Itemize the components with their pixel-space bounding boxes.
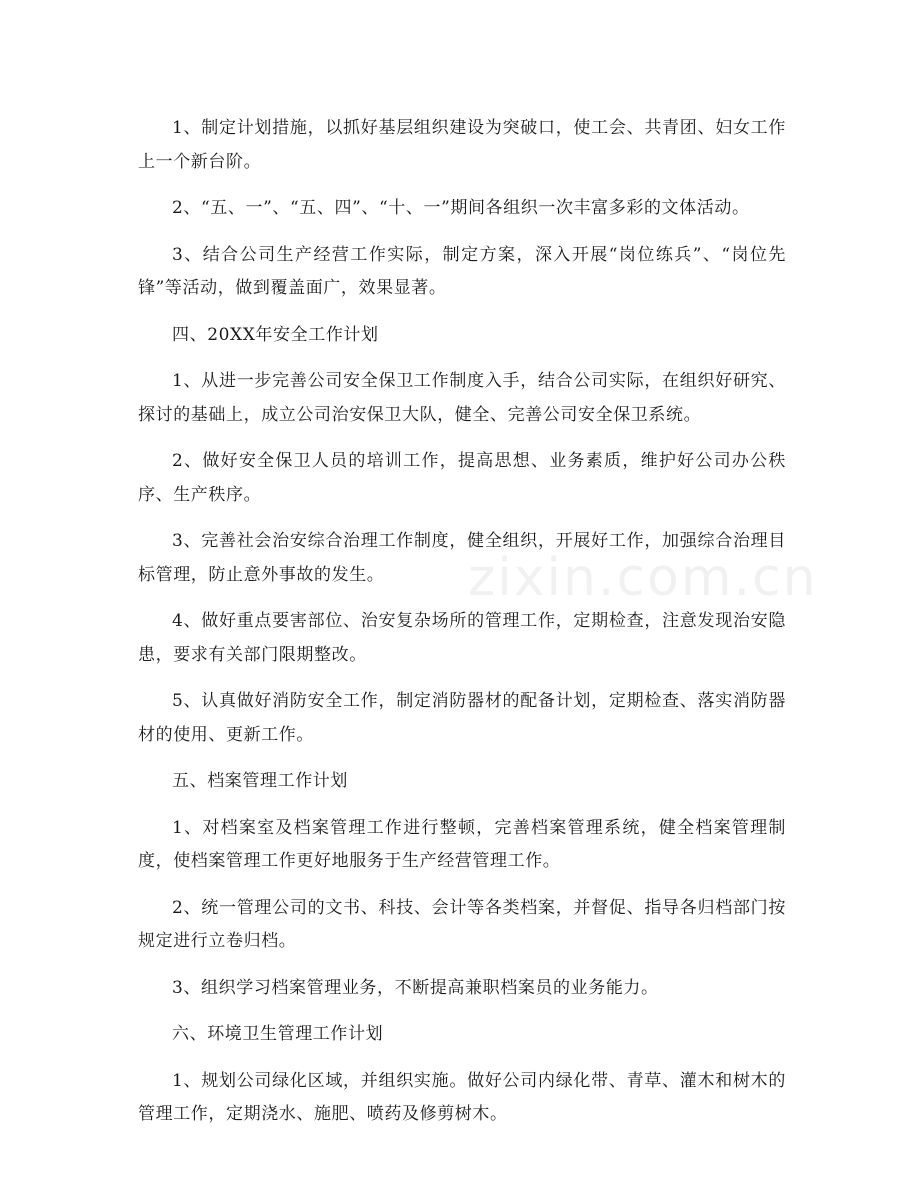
section-heading-archives: 五、档案管理工作计划 bbox=[172, 771, 348, 791]
paragraph-safety-training: 2、做好安全保卫人员的培训工作，提高思想、业务素质，维护好公司办公秩序、生产秩序。 bbox=[138, 451, 786, 505]
document-body bbox=[138, 112, 786, 1145]
paragraph-job-campaign: 3、结合公司生产经营工作实际，制定方案，深入开展“岗位练兵”、“岗位先锋”等活动，做到覆盖面广，效果显著。 bbox=[138, 244, 786, 298]
paragraph-archive-unify: 2、统一管理公司的文书、科技、会计等各类档案，并督促、指导各归档部门按规定进行立卷归档。 bbox=[138, 897, 786, 951]
paragraph-greening: 1、规划公司绿化区域，并组织实施。做好公司内绿化带、青草、灌木和树木的管理工作，定期浇水、施肥、喷药及修剪树木。 bbox=[138, 1070, 786, 1124]
watermark-text: zixin.com.cn bbox=[468, 548, 818, 608]
section-heading-environment: 六、环境卫生管理工作计划 bbox=[172, 1024, 384, 1044]
paragraph-fire-safety: 5、认真做好消防安全工作，制定消防器材的配备计划，定期检查、落实消防器材的使用、更新工作。 bbox=[138, 691, 786, 745]
paragraph-key-areas: 4、做好重点要害部位、治安复杂场所的管理工作，定期检查，注意发现治安隐患，要求有关部门限期整改。 bbox=[138, 611, 786, 665]
paragraph-holiday-activities: 2、“五、一”、“五、四”、“十、一”期间各组织一次丰富多彩的文体活动。 bbox=[172, 198, 750, 218]
paragraph-archive-training: 3、组织学习档案管理业务，不断提高兼职档案员的业务能力。 bbox=[172, 977, 659, 998]
paragraph-unions-measures: 1、制定计划措施，以抓好基层组织建设为突破口，使工会、共青团、妇女工作上一个新台阶。 bbox=[138, 118, 786, 172]
paragraph-public-security: 3、完善社会治安综合治理工作制度，健全组织，开展好工作，加强综合治理目标管理，防止意外事故的发生。 bbox=[138, 531, 786, 585]
paragraph-archive-room: 1、对档案室及档案管理工作进行整顿，完善档案管理系统，健全档案管理制度，使档案管理工作更好地服务于生产经营管理工作。 bbox=[138, 817, 786, 871]
section-heading-safety: 四、20XX年安全工作计划 bbox=[172, 324, 379, 345]
paragraph-safety-system: 1、从进一步完善公司安全保卫工作制度入手，结合公司实际，在组织好研究、探讨的基础上，成立公司治安保卫大队，健全、完善公司安全保卫系统。 bbox=[138, 371, 786, 425]
